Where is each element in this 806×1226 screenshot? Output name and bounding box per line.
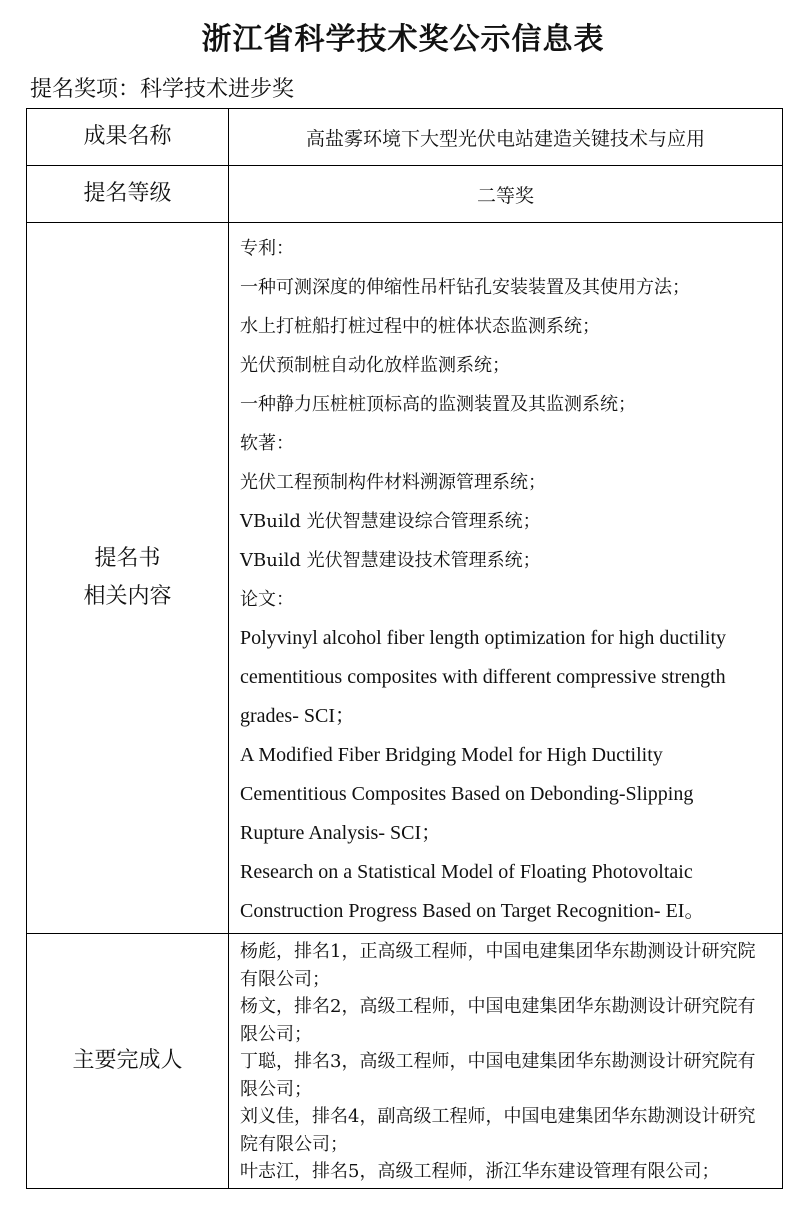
content-line: 论文：: [240, 589, 294, 610]
contributor-entry: 刘义佳，排名4，副高级工程师，中国电建集团华东勘测设计研究院有限公司；: [240, 1106, 756, 1155]
info-table: [26, 108, 783, 1189]
content-line: 软著：: [240, 433, 294, 454]
content-line: 光伏工程预制构件材料溯源管理系统；: [240, 472, 546, 493]
table-row: [27, 934, 783, 1189]
related-content-label-line2: 相关内容: [83, 584, 172, 609]
nomination-level-value: 二等奖: [229, 166, 783, 223]
content-line: 专利：: [240, 238, 294, 259]
paper-line: Polyvinyl alcohol fiber length optimization for high ductility: [240, 627, 727, 649]
achievement-name-label: 成果名称: [27, 109, 229, 166]
table-row: [27, 109, 783, 166]
achievement-name-value: 高盐雾环境下大型光伏电站建造关键技术与应用: [229, 109, 783, 166]
related-content-label: [27, 223, 229, 934]
table-row: [27, 166, 783, 223]
paper-line: A Modified Fiber Bridging Model for High Ductility: [240, 744, 663, 766]
contributor-entry: 丁聪，排名3，高级工程师，中国电建集团华东勘测设计研究院有限公司；: [240, 1051, 756, 1100]
main-contributors-label: 主要完成人: [27, 934, 229, 1189]
content-line: 光伏预制桩自动化放样监测系统；: [240, 355, 510, 376]
related-content-label-line1: 提名书: [94, 546, 161, 571]
content-line: 一种静力压桩桩顶标高的监测装置及其监测系统；: [240, 394, 636, 415]
paper-line: Construction Progress Based on Target Recognition- EI。: [240, 900, 705, 922]
paper-line: Cementitious Composites Based on Debonding-Slipping: [240, 783, 694, 805]
paper-line: Rupture Analysis- SCI；: [240, 822, 442, 844]
table-row: [27, 223, 783, 934]
content-line: VBuild 光伏智慧建设技术管理系统；: [240, 550, 541, 571]
content-line: VBuild 光伏智慧建设综合管理系统；: [240, 511, 541, 532]
paper-line: Research on a Statistical Model of Floating Photovoltaic: [240, 861, 693, 883]
main-contributors-cell: [229, 934, 783, 1189]
paper-line: cementitious composites with different compressive strength: [240, 666, 726, 688]
nomination-level-label: 提名等级: [27, 166, 229, 223]
related-content-cell: [229, 223, 783, 934]
contributor-entry: 杨彪，排名1，正高级工程师，中国电建集团华东勘测设计研究院有限公司；: [240, 941, 756, 990]
nomination-award: 提名奖项：科学技术进步奖: [30, 77, 295, 102]
page-title: 浙江省科学技术奖公示信息表: [201, 22, 605, 57]
contributor-entry: 叶志江，排名5，高级工程师，浙江华东建设管理有限公司；: [240, 1161, 720, 1182]
content-line: 一种可测深度的伸缩性吊杆钻孔安装装置及其使用方法；: [240, 277, 690, 298]
contributor-entry: 杨文，排名2，高级工程师，中国电建集团华东勘测设计研究院有限公司；: [240, 996, 756, 1045]
content-line: 水上打桩船打桩过程中的桩体状态监测系统；: [240, 316, 600, 337]
paper-line: grades- SCI；: [240, 705, 355, 727]
